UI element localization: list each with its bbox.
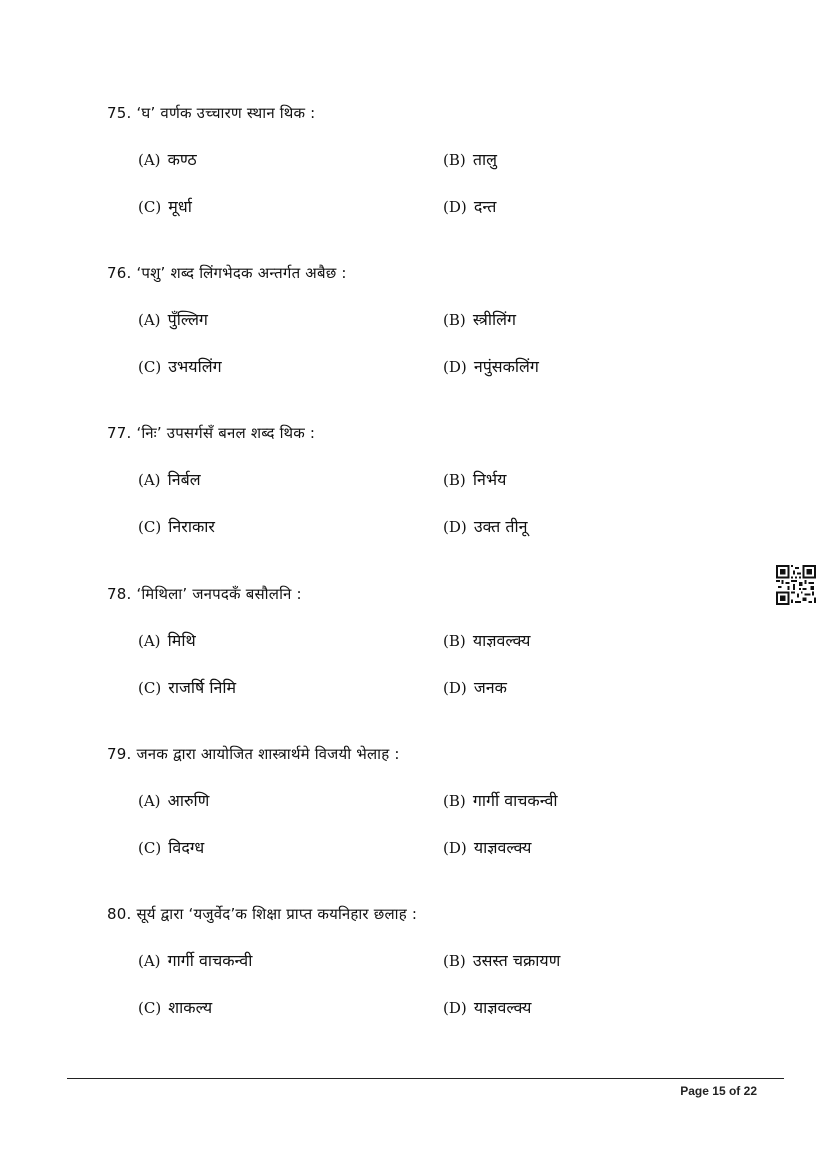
option-label: (D)	[443, 518, 467, 536]
option-label: (A)	[138, 151, 161, 169]
option-b	[443, 148, 497, 170]
option-text: मूर्धा	[168, 197, 192, 216]
option-text: याज्ञवल्क्य	[473, 998, 532, 1017]
option-a	[138, 148, 197, 170]
option-b	[443, 308, 516, 330]
option-c	[138, 676, 236, 698]
option-label: (D)	[443, 358, 467, 376]
question-text: सूर्य द्वारा ‘यजुर्वेद’क शिक्षा प्राप्त कयनिहार छलाह :	[136, 905, 418, 923]
option-text: निराकार	[168, 517, 215, 536]
option-label: (A)	[138, 952, 161, 970]
option-text: गार्गी वाचकन्वी	[167, 951, 253, 970]
option-c	[138, 195, 192, 217]
question-text: ‘घ’ वर्णक उच्चारण स्थान थिक :	[136, 104, 316, 122]
question-text: ‘पशु’ शब्द लिंगभेदक अन्तर्गत अबैछ :	[136, 264, 347, 282]
question-stem	[107, 423, 315, 443]
option-text: मिथि	[167, 631, 196, 650]
page-current: 15	[712, 1084, 726, 1098]
option-d	[443, 676, 507, 698]
option-text: तालु	[472, 150, 497, 169]
option-text: स्त्रीलिंग	[472, 310, 517, 329]
option-label: (D)	[443, 999, 467, 1017]
page-of: of	[728, 1084, 741, 1098]
option-c	[138, 515, 215, 537]
option-text: गार्गी वाचकन्वी	[472, 791, 558, 810]
option-c	[138, 996, 212, 1018]
question-stem	[107, 584, 302, 604]
option-label: (A)	[138, 311, 161, 329]
option-label: (C)	[138, 198, 162, 216]
option-text: राजर्षि निमि	[168, 678, 237, 697]
option-d	[443, 996, 531, 1018]
option-text: शाकल्य	[168, 998, 213, 1017]
option-label: (C)	[138, 518, 162, 536]
question-stem	[107, 263, 347, 283]
option-text: निर्बल	[167, 470, 201, 489]
question-stem	[107, 904, 417, 924]
question-number: 78.	[107, 585, 132, 603]
option-text: आरुणि	[167, 791, 210, 810]
option-text: नपुंसकलिंग	[473, 357, 539, 376]
option-d	[443, 836, 531, 858]
option-text: याज्ञवल्क्य	[473, 838, 532, 857]
option-b	[443, 629, 530, 651]
question-number: 76.	[107, 264, 132, 282]
option-label: (C)	[138, 358, 162, 376]
option-c	[138, 836, 204, 858]
option-text: उभयलिंग	[168, 357, 222, 376]
option-label: (B)	[443, 792, 466, 810]
option-a	[138, 468, 201, 490]
option-a	[138, 308, 208, 330]
option-label: (B)	[443, 952, 466, 970]
option-label: (C)	[138, 839, 162, 857]
option-b	[443, 949, 560, 971]
option-label: (D)	[443, 679, 467, 697]
option-a	[138, 789, 209, 811]
option-label: (C)	[138, 999, 162, 1017]
option-c	[138, 355, 222, 377]
option-label: (B)	[443, 151, 466, 169]
option-text: पुँल्लिग	[167, 310, 208, 329]
question-text: ‘मिथिला’ जनपदकँ बसौलनि :	[136, 585, 302, 603]
option-label: (D)	[443, 839, 467, 857]
option-text: निर्भय	[472, 470, 507, 489]
question-stem	[107, 744, 400, 764]
option-b	[443, 789, 558, 811]
question-stem	[107, 103, 315, 123]
question-number: 75.	[107, 104, 132, 122]
page-total: 22	[743, 1084, 757, 1098]
option-a	[138, 949, 252, 971]
option-label: (C)	[138, 679, 162, 697]
option-label: (B)	[443, 471, 466, 489]
option-label: (A)	[138, 471, 161, 489]
option-b	[443, 468, 506, 490]
question-text: जनक द्वारा आयोजित शास्त्रार्थमे विजयी भेलाह :	[136, 745, 400, 763]
page-number	[680, 1084, 757, 1098]
question-number: 77.	[107, 424, 132, 442]
option-text: उसस्त चक्रायण	[472, 951, 561, 970]
option-text: कण्ठ	[167, 150, 197, 169]
question-number: 79.	[107, 745, 132, 763]
option-d	[443, 195, 496, 217]
option-label: (D)	[443, 198, 467, 216]
option-d	[443, 515, 528, 537]
option-text: याज्ञवल्क्य	[472, 631, 531, 650]
option-text: जनक	[473, 678, 507, 697]
footer-divider	[67, 1078, 784, 1079]
option-label: (A)	[138, 792, 161, 810]
option-text: दन्त	[473, 197, 497, 216]
question-number: 80.	[107, 905, 132, 923]
option-label: (A)	[138, 632, 161, 650]
option-text: उक्त तीनू	[473, 517, 528, 536]
option-text: विदग्ध	[168, 838, 205, 857]
option-a	[138, 629, 196, 651]
option-label: (B)	[443, 632, 466, 650]
page-label: Page	[680, 1084, 709, 1098]
option-d	[443, 355, 539, 377]
option-label: (B)	[443, 311, 466, 329]
question-text: ‘निः’ उपसर्गसँ बनल शब्द थिक :	[136, 424, 316, 442]
qr-code-icon	[776, 565, 816, 605]
